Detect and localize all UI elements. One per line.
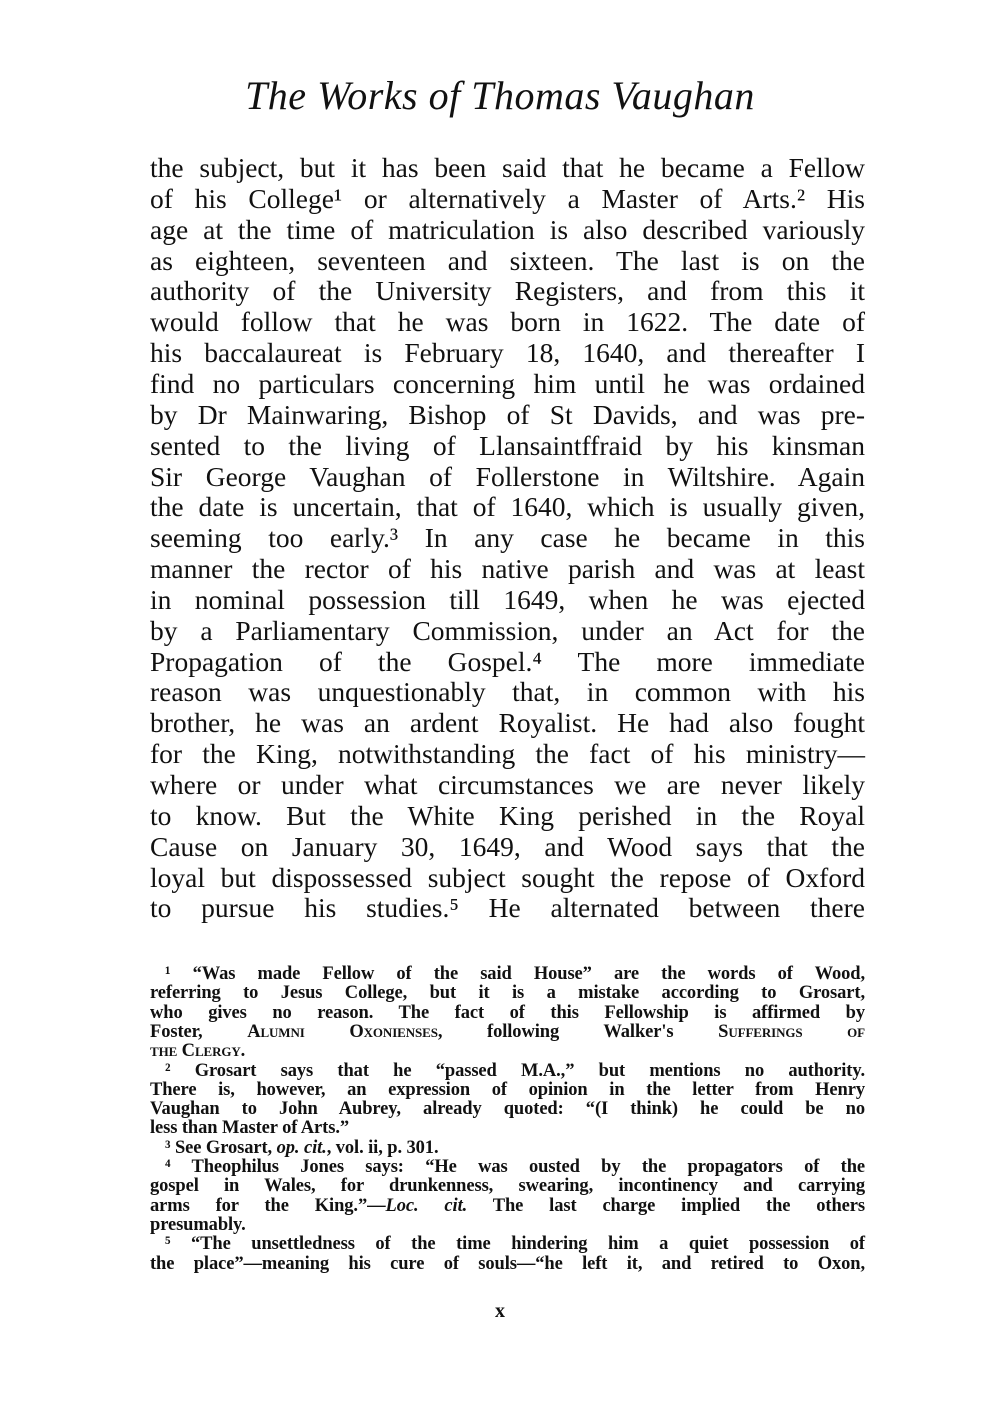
footnote-5-line [150, 1254, 865, 1274]
body-line: where or under what circumstances we are never likely [150, 769, 865, 800]
footnote-text: presumably. [150, 1214, 246, 1235]
footnote-3-line [165, 1138, 865, 1158]
body-line: sented to the living of Llansaintffraid by his kinsman [150, 429, 865, 461]
footnote-text: gospel in Wales, for drunkenness, swearing, incontinency and carrying [150, 1176, 865, 1197]
footnote-2-line [150, 1099, 865, 1119]
footnote-1-line [150, 983, 865, 1003]
footnote-text: Vaughan to John Aubrey, already quoted: “(I think) he could be no [150, 1099, 865, 1120]
footnote-2-line [150, 1080, 865, 1100]
footnote-text: ³ See Grosart, [165, 1137, 277, 1158]
footnote-text: The last charge implied the others [467, 1195, 866, 1216]
footnote-smallcaps-title: Alumni Oxonienses [247, 1021, 438, 1042]
footnote-text: less than Master of Arts.” [150, 1118, 349, 1139]
body-line: Cause on January 30, 1649, and Wood says that the [150, 830, 865, 862]
body-line: his baccalaureat is February 18, 1640, and thereafter I [150, 337, 865, 369]
footnote-1-line [165, 964, 865, 984]
footnote-text: , vol. ii, p. 301. [326, 1137, 439, 1158]
body-line: the subject, but it has been said that he became a Fellow [150, 152, 865, 183]
body-line: age at the time of matriculation is also described variously [150, 213, 865, 245]
page-number: x [495, 1300, 505, 1322]
body-line: loyal but dispossessed subject sought the repose of Oxford [150, 861, 865, 893]
footnote-text: . [240, 1041, 246, 1062]
footnote-4-line [150, 1196, 865, 1216]
body-line: Sir George Vaughan of Follerstone in Wiltshire. Again [150, 460, 865, 492]
footnote-1-line [150, 1022, 865, 1042]
body-line: by a Parliamentary Commission, under an Act for the [150, 614, 865, 646]
footnote-text: referring to Jesus College, but it is a mistake according to Grosart, [150, 983, 865, 1004]
body-line: seeming too early.³ In any case he became in this [150, 522, 865, 554]
body-line: in nominal possession till 1649, when he was ejected [150, 583, 865, 615]
body-line: find no particulars concerning him until he was ordained [150, 367, 865, 399]
footnote-2-line [165, 1061, 865, 1081]
footnote-text: , following Walker's [437, 1021, 719, 1042]
footnote-text: ¹ “Was made Fellow of the said House” are the words of Wood, [165, 964, 865, 984]
footnote-2-line [150, 1118, 865, 1138]
body-line: brother, he was an ardent Royalist. He had also fought [150, 707, 865, 739]
footnote-4-line [165, 1157, 865, 1177]
body-line: as eighteen, seventeen and sixteen. The last is on the [150, 244, 865, 276]
body-line: reason was unquestionably that, in common with his [150, 676, 865, 708]
body-line: manner the rector of his native parish and was at least [150, 553, 865, 585]
body-line: Propagation of the Gospel.⁴ The more immediate [150, 645, 865, 677]
body-line: for the King, notwithstanding the fact of his ministry— [150, 738, 865, 770]
body-line: the date is uncertain, that of 1640, which is usually given, [150, 491, 865, 523]
footnote-4-line [150, 1215, 865, 1235]
footnote-italic-text: op. cit. [276, 1137, 327, 1158]
footnote-text: arms for the King.”— [150, 1195, 386, 1216]
footnote-text: ⁴ Theophilus Jones says: “He was ousted by the propagators of the [165, 1157, 865, 1177]
footnote-text: who gives no reason. The fact of this Fellowship is affirmed by [150, 1002, 865, 1023]
footnote-text: ⁵ “The unsettledness of the time hindering him a quiet possession of [165, 1234, 865, 1255]
footnote-4-line [150, 1176, 865, 1196]
footnote-text: Foster, [150, 1021, 248, 1042]
footnote-text: the place”—meaning his cure of souls—“he left it, and retired to Oxon, [150, 1253, 865, 1274]
footnote-smallcaps-title: the Clergy [150, 1041, 241, 1062]
footnote-italic-text: Loc. cit. [385, 1195, 468, 1216]
footnote-1-line [150, 1041, 865, 1061]
body-line: of his College¹ or alternatively a Master of Arts.² His [150, 182, 865, 214]
body-line: to pursue his studies.⁵ He alternated between there [150, 892, 865, 924]
body-line: to know. But the White King perished in the Royal [150, 799, 865, 831]
footnote-text: There is, however, an expression of opinion in the letter from Henry [150, 1079, 865, 1100]
footnote-text: ² Grosart says that he “passed M.A.,” but mentions no authority. [165, 1060, 865, 1081]
footnote-1-line [150, 1003, 865, 1023]
footnote-5-line [165, 1234, 865, 1254]
body-line: by Dr Mainwaring, Bishop of St Davids, and was pre- [150, 398, 865, 430]
body-line: authority of the University Registers, and from this it [150, 275, 865, 307]
footnote-smallcaps-title: Sufferings of [718, 1021, 866, 1042]
running-header-title: The Works of Thomas Vaughan [245, 73, 755, 118]
body-line: would follow that he was born in 1622. The date of [150, 306, 865, 338]
